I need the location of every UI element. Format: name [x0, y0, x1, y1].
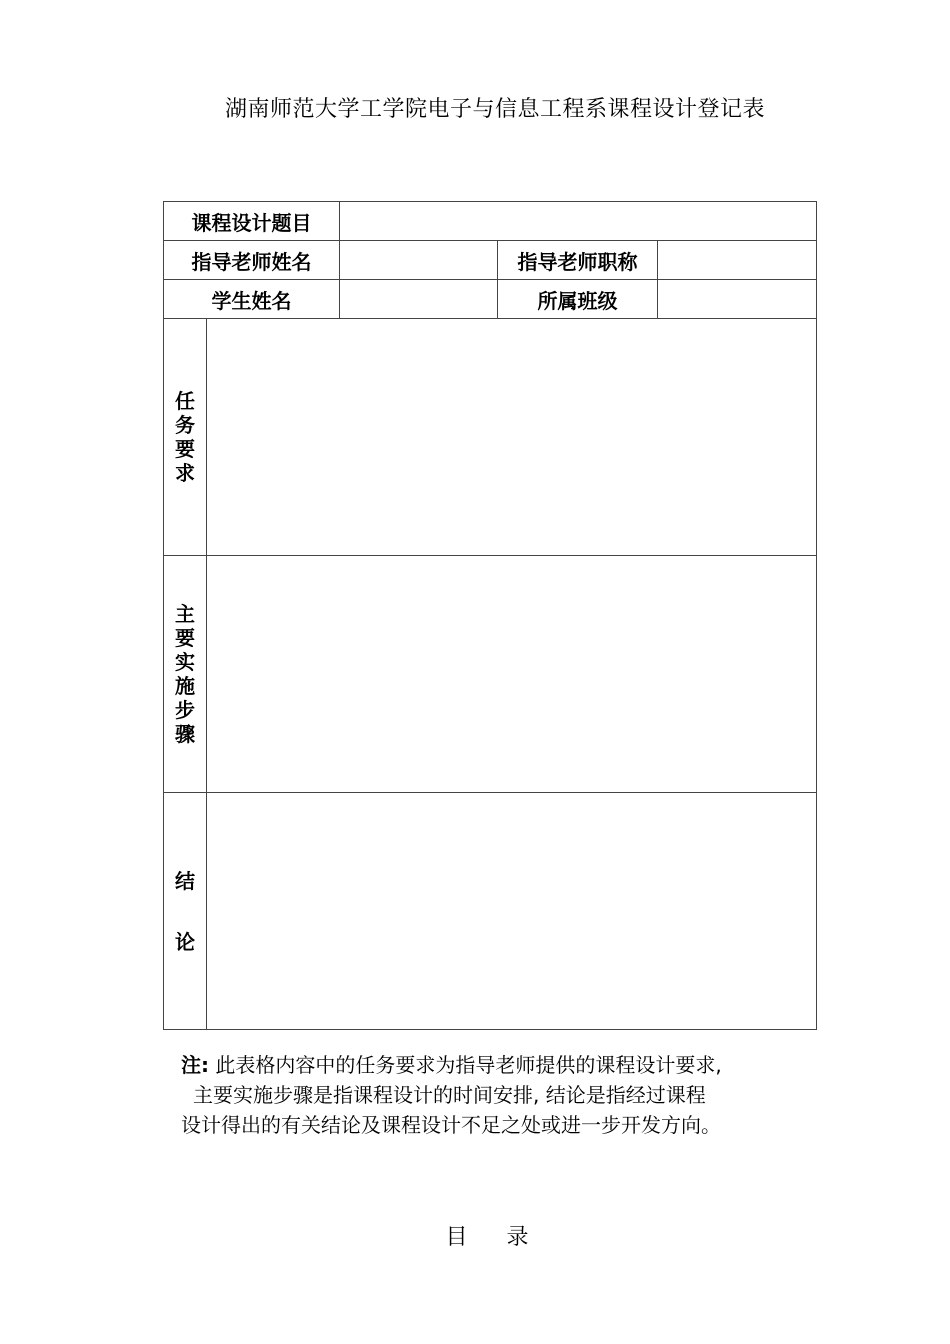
footnote-line-3: 设计得出的有关结论及课程设计不足之处或进一步开发方向。 — [181, 1113, 721, 1137]
registration-form-table — [163, 201, 817, 1030]
advisor-row — [164, 241, 817, 280]
task-row — [164, 319, 817, 556]
topic-label: 课程设计题目 — [164, 202, 340, 241]
conclusion-label-cell — [164, 793, 207, 1030]
topic-row — [164, 202, 817, 241]
advisor-title-field[interactable] — [658, 241, 817, 280]
page-title: 湖南师范大学工学院电子与信息工程系课程设计登记表 — [224, 97, 765, 122]
task-field[interactable] — [207, 319, 817, 556]
conclusion-row — [164, 793, 817, 1030]
conclusion-field[interactable] — [207, 793, 817, 1030]
task-label-cell — [164, 319, 207, 556]
advisor-title-label: 指导老师职称 — [498, 241, 658, 280]
class-field[interactable] — [658, 280, 817, 319]
footnote-text-1: 此表格内容中的任务要求为指导老师提供的课程设计要求, — [215, 1053, 722, 1077]
toc-heading: 目 录 — [445, 1225, 545, 1250]
advisor-name-field[interactable] — [340, 241, 498, 280]
conclusion-label-char-1: 结 — [175, 868, 195, 893]
steps-label: 主要实施步骤 — [175, 602, 195, 746]
student-name-field[interactable] — [340, 280, 498, 319]
steps-field[interactable] — [207, 556, 817, 793]
footnote-line-1 — [181, 1050, 841, 1080]
steps-row — [164, 556, 817, 793]
footnote — [181, 1050, 841, 1140]
student-row — [164, 280, 817, 319]
topic-field[interactable] — [340, 202, 817, 241]
footnote-prefix: 注: — [181, 1053, 209, 1077]
class-label: 所属班级 — [498, 280, 658, 319]
advisor-name-label: 指导老师姓名 — [164, 241, 340, 280]
steps-label-cell — [164, 556, 207, 793]
conclusion-label-char-2: 论 — [175, 929, 195, 954]
task-label: 任务要求 — [175, 389, 195, 485]
student-name-label: 学生姓名 — [164, 280, 340, 319]
conclusion-label — [174, 869, 196, 954]
footnote-line-2: 主要实施步骤是指课程设计的时间安排, 结论是指经过课程 — [193, 1083, 706, 1107]
